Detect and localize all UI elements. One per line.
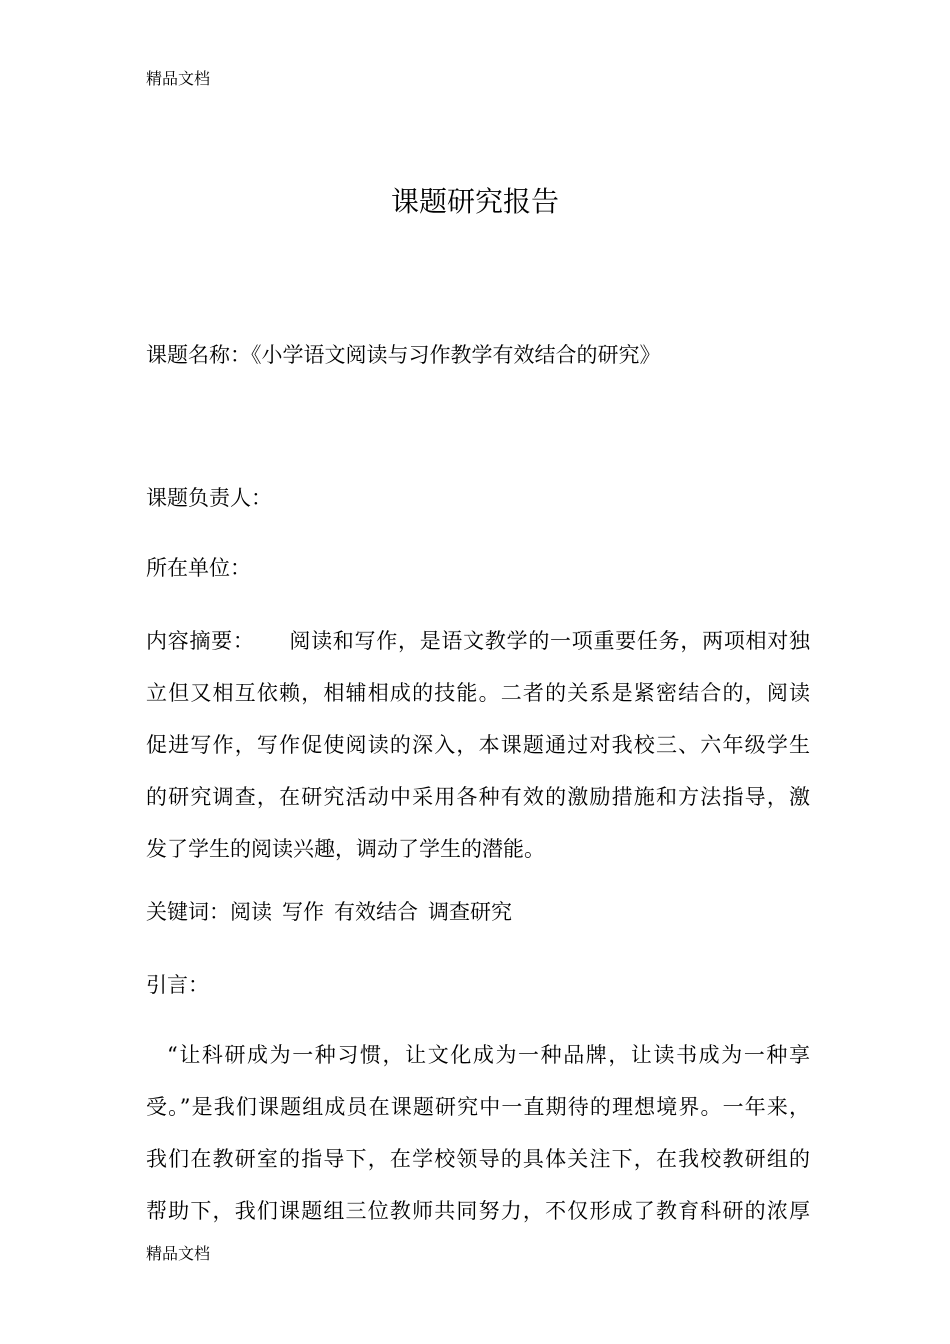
introduction-row: “让科研成为一种习惯，让文化成为一种品牌，让读书成为一种享 <box>167 1043 810 1067</box>
keywords-line <box>146 897 512 927</box>
abstract-row: 发了学生的阅读兴趣，调动了学生的潜能。 <box>146 837 545 861</box>
page-footer-label: 精品文档 <box>146 1244 211 1263</box>
affiliation-line: 所在单位： <box>146 556 251 580</box>
introduction-row: 受。”是我们课题组成员在课题研究中一直期待的理想境界。一年来， <box>146 1095 810 1119</box>
abstract-row: 立但又相互依赖，相辅相成的技能。二者的关系是紧密结合的，阅读 <box>146 681 810 705</box>
abstract-paragraph <box>146 615 810 875</box>
abstract-row: 促进写作，写作促使阅读的深入，本课题通过对我校三、六年级学生 <box>146 733 810 757</box>
page-header-label: 精品文档 <box>146 69 211 88</box>
introduction-row: 帮助下，我们课题组三位教师共同努力，不仅形成了教育科研的浓厚 <box>146 1199 810 1223</box>
project-leader-line: 课题负责人： <box>146 486 272 510</box>
keyword: 调查研究 <box>428 900 512 924</box>
keywords-label: 关键词： <box>146 900 230 924</box>
introduction-label: 引言： <box>146 973 209 997</box>
abstract-label: 内容摘要： <box>146 629 255 653</box>
abstract-text: 阅读和写作，是语文教学的一项重要任务，两项相对独 <box>288 629 811 653</box>
keyword: 写作 <box>282 900 324 924</box>
introduction-paragraph <box>146 1029 810 1237</box>
abstract-row <box>146 615 810 667</box>
abstract-row: 的研究调查，在研究活动中采用各种有效的激励措施和方法指导，激 <box>146 785 810 809</box>
introduction-row: 我们在教研室的指导下，在学校领导的具体关注下，在我校教研组的 <box>146 1147 810 1171</box>
report-title: 课题研究报告 <box>390 185 559 218</box>
keyword: 有效结合 <box>334 900 418 924</box>
keyword: 阅读 <box>230 900 272 924</box>
topic-name-line: 课题名称：《小学语文阅读与习作教学有效结合的研究》 <box>146 343 661 367</box>
